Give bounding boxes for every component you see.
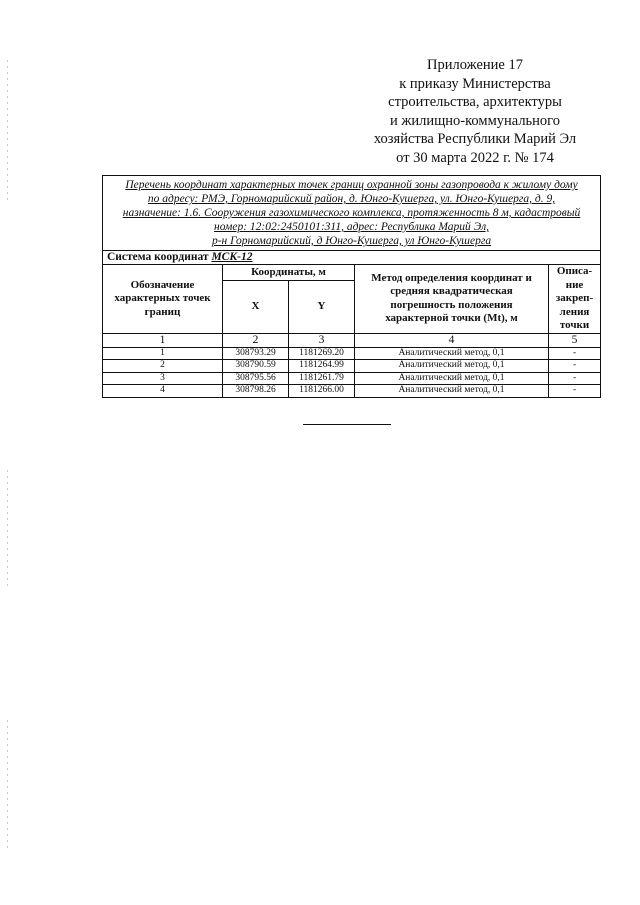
scan-edge-mark	[7, 470, 8, 590]
column-number-row	[103, 333, 601, 347]
col-coords-header: Координаты, м	[223, 265, 355, 281]
method-cell: Аналитический метод, 0,1	[355, 372, 549, 385]
header-line: и жилищно-коммунального	[389, 112, 561, 129]
y-cell: 1181266.00	[289, 385, 355, 398]
desc-cell: -	[549, 347, 601, 360]
header-line: к приказу Министерства	[399, 75, 551, 92]
title-line: Перечень координат характерных точек границ охранной зоны газопровода к жилому дому	[125, 179, 578, 191]
table-title-row	[103, 176, 601, 251]
coordinates-table	[102, 175, 601, 398]
column-number: 2	[223, 333, 289, 347]
column-number: 5	[549, 333, 601, 347]
col-point-header: Обозначение характерных точек границ	[103, 265, 223, 334]
y-cell: 1181261.79	[289, 372, 355, 385]
system-label: Система координат	[107, 251, 209, 263]
desc-cell: -	[549, 372, 601, 385]
coordinate-system-row	[103, 251, 601, 265]
scan-edge-mark	[7, 720, 8, 850]
coordinate-system	[103, 251, 601, 265]
header-line: строительства, архитектуры	[388, 94, 562, 110]
desc-cell: -	[549, 360, 601, 373]
column-number: 3	[289, 333, 355, 347]
column-number: 1	[103, 333, 223, 347]
method-cell: Аналитический метод, 0,1	[355, 360, 549, 373]
end-separator-line	[303, 424, 391, 425]
title-line: по адресу: РМЭ, Горномарийский район, д. Юнго-Кушерга, ул. Юнго-Кушерга, д. 9,	[147, 193, 556, 205]
table-title	[103, 176, 601, 251]
appendix-header	[360, 56, 590, 167]
coordinates-table-wrap	[102, 175, 600, 398]
title-line: назначение: 1.6. Сооружения газохимического комплекса, протяженность 8 м, кадастровый	[122, 207, 581, 219]
table-row	[103, 385, 601, 398]
header-line: от 30 марта 2022 г. № 174	[396, 149, 554, 166]
scan-edge-mark	[7, 60, 8, 200]
column-number: 4	[355, 333, 549, 347]
system-name: МСК-12	[211, 251, 253, 263]
header-row	[103, 265, 601, 281]
col-desc-header: Описа-ние закреп-ления точки	[549, 265, 601, 334]
method-cell: Аналитический метод, 0,1	[355, 347, 549, 360]
col-method-header: Метод определения координат и средняя квадратическая погрешность положения характерной точки (Mt), м	[355, 265, 549, 334]
table-row	[103, 360, 601, 373]
col-y-header: Y	[289, 280, 355, 333]
x-cell: 308790.59	[223, 360, 289, 373]
col-x-header: X	[223, 280, 289, 333]
header-line: Приложение 17	[427, 57, 523, 73]
method-cell: Аналитический метод, 0,1	[355, 385, 549, 398]
x-cell: 308793.29	[223, 347, 289, 360]
point-cell: 2	[103, 360, 223, 373]
y-cell: 1181269.20	[289, 347, 355, 360]
header-line: хозяйства Республики Марий Эл	[373, 131, 577, 147]
table-row	[103, 347, 601, 360]
y-cell: 1181264.99	[289, 360, 355, 373]
point-cell: 1	[103, 347, 223, 360]
table-row	[103, 372, 601, 385]
x-cell: 308795.56	[223, 372, 289, 385]
x-cell: 308798.26	[223, 385, 289, 398]
point-cell: 4	[103, 385, 223, 398]
title-line: р-н Горномарийский, д Юнго-Кушерга, ул Юнго-Кушерга	[211, 235, 492, 247]
title-line: номер: 12:02:2450101:311, адрес: Республика Марий Эл,	[214, 221, 490, 233]
desc-cell: -	[549, 385, 601, 398]
point-cell: 3	[103, 372, 223, 385]
